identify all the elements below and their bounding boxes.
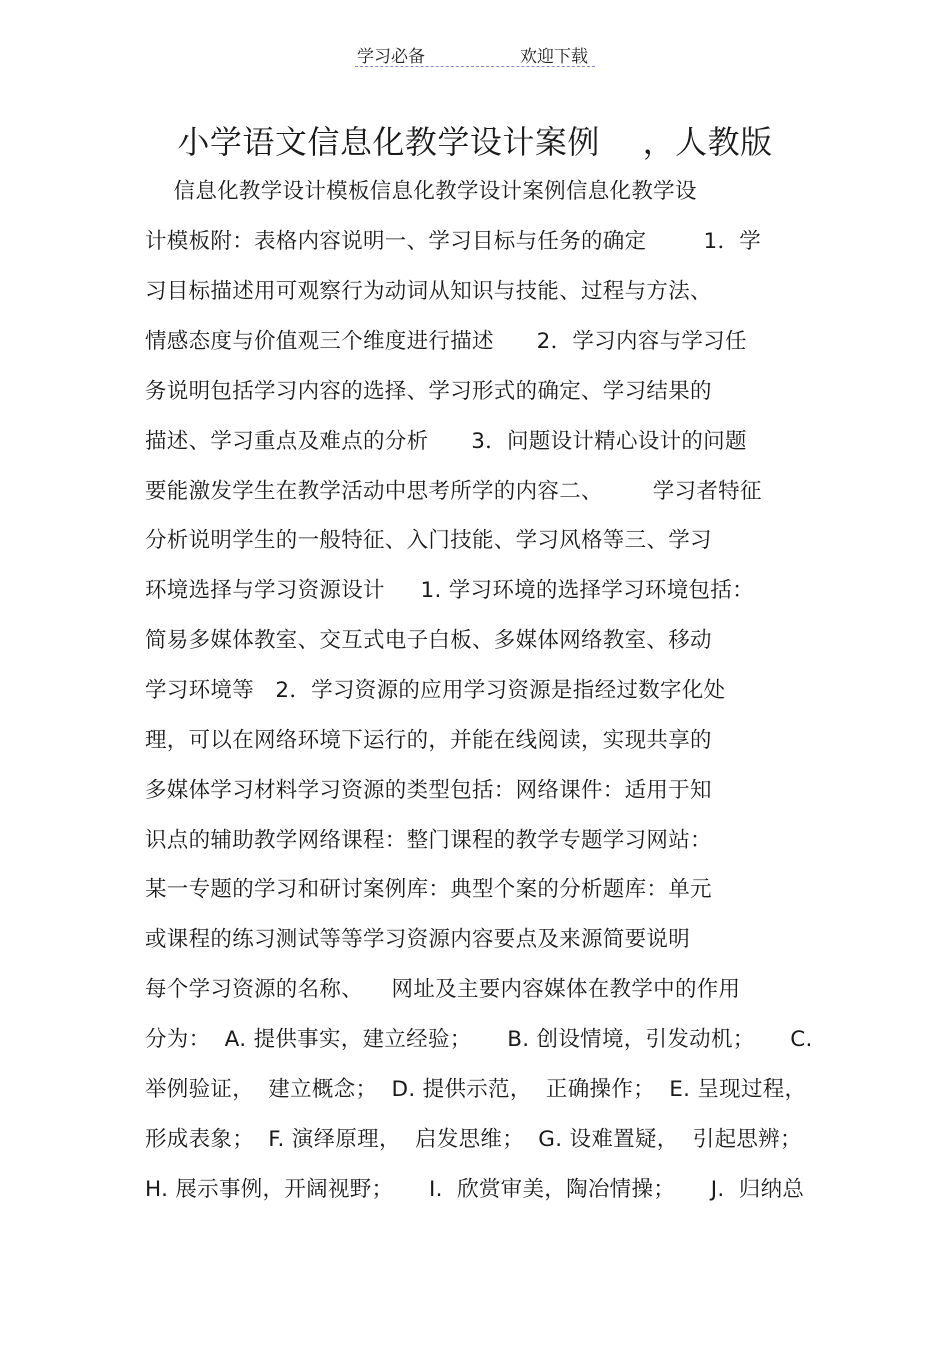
body-line: 信息化教学设计模板信息化教学设计案例信息化教学设 [145, 179, 697, 204]
body-line: 简易多媒体教室、交互式电子白板、多媒体网络教室、移动 [145, 628, 712, 653]
body-line: 学习环境等 2．学习资源的应用学习资源是指经过数字化处 [145, 678, 726, 703]
body-line: 举例验证， 建立概念； D. 提供示范， 正确操作； E. 呈现过程， [145, 1077, 807, 1102]
body-line: 每个学习资源的名称、 网址及主要内容媒体在教学中的作用 [145, 977, 741, 1002]
body-line: 环境选择与学习资源设计 1. 学习环境的选择学习环境包括： [145, 578, 754, 603]
body-line: 分析说明学生的一般特征、入门技能、学习风格等三、学习 [145, 528, 712, 553]
body-line: 识点的辅助教学网络课程：整门课程的教学专题学习网站： [145, 828, 712, 853]
body-line: 形成表象； F. 演绎原理， 启发思维； G. 设难置疑， 引起思辨； [145, 1127, 802, 1152]
body-line: 要能激发学生在教学活动中思考所学的内容二、 学习者特征 [145, 479, 762, 504]
body-line: 习目标描述用可观察行为动词从知识与技能、过程与方法、 [145, 279, 712, 304]
body-line: 某一专题的学习和研讨案例库：典型个案的分析题库：单元 [145, 877, 712, 902]
document-title: 小学语文信息化教学设计案例 ，人教版 [177, 123, 773, 161]
body-line: 多媒体学习材料学习资源的类型包括：网络课件：适用于知 [145, 778, 712, 803]
body-line: 理，可以在网络环境下运行的，并能在线阅读，实现共享的 [145, 728, 712, 753]
body-line: 或课程的练习测试等等学习资源内容要点及来源简要说明 [145, 927, 691, 952]
body-line: 描述、学习重点及难点的分析 3．问题设计精心设计的问题 [145, 429, 747, 454]
body-line: 情感态度与价值观三个维度进行描述 2．学习内容与学习任 [145, 329, 747, 354]
page-header [355, 38, 595, 67]
body-line: H. 展示事例，开阔视野； I. 欣赏审美，陶冶情操； J. 归纳总 [145, 1177, 805, 1202]
header-right-text: 欢迎下载 [520, 47, 588, 67]
body-line: 务说明包括学习内容的选择、学习形式的确定、学习结果的 [145, 379, 712, 404]
body-line: 计模板附：表格内容说明一、学习目标与任务的确定 1．学 [145, 229, 762, 254]
header-left-text: 学习必备 [357, 47, 425, 67]
body-line: 分为： A. 提供事实，建立经验； B. 创设情境，引发动机； C. [145, 1027, 813, 1052]
